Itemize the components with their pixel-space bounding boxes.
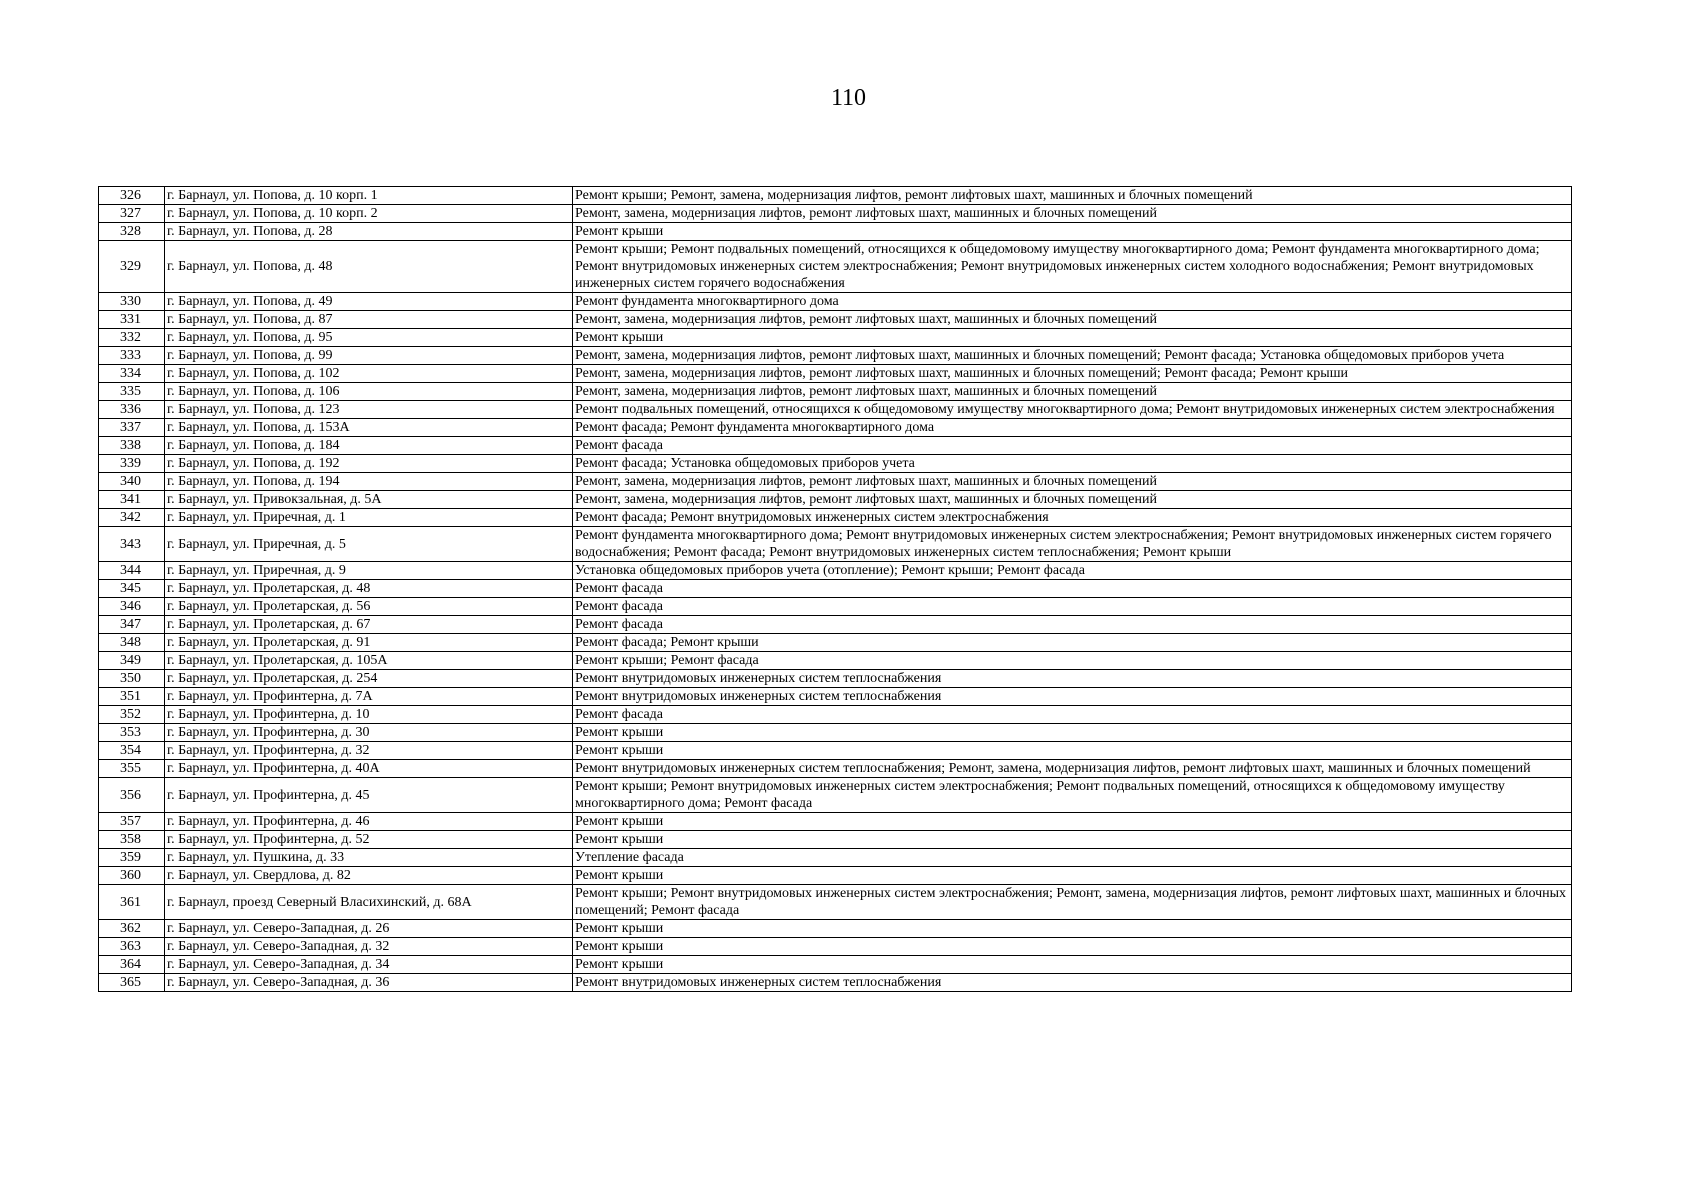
- works-cell: Ремонт крыши; Ремонт фасада: [573, 652, 1572, 670]
- row-number-cell: 327: [99, 205, 165, 223]
- works-cell: Ремонт крыши; Ремонт внутридомовых инженерных систем электроснабжения; Ремонт подвальных помещений, относящихся к общедомовому имуществу многоквартирного дома; Ремонт фасада: [573, 778, 1572, 813]
- address-cell: г. Барнаул, ул. Приречная, д. 5: [165, 527, 573, 562]
- row-number-cell: 364: [99, 956, 165, 974]
- address-cell: г. Барнаул, ул. Профинтерна, д. 32: [165, 742, 573, 760]
- works-cell: Ремонт, замена, модернизация лифтов, ремонт лифтовых шахт, машинных и блочных помещений; Ремонт фасада; Ремонт крыши: [573, 365, 1572, 383]
- row-number-cell: 361: [99, 885, 165, 920]
- works-cell: Ремонт фундамента многоквартирного дома; Ремонт внутридомовых инженерных систем электроснабжения; Ремонт внутридомовых инженерных систем горячего водоснабжения; Ремонт фасада; Ремонт внутридомовых инженерных систем теплоснабжения; Ремонт крыши: [573, 527, 1572, 562]
- address-cell: г. Барнаул, ул. Пролетарская, д. 254: [165, 670, 573, 688]
- table-row: [99, 813, 1572, 831]
- table-row: [99, 365, 1572, 383]
- row-number-cell: 331: [99, 311, 165, 329]
- address-cell: г. Барнаул, ул. Северо-Западная, д. 36: [165, 974, 573, 992]
- works-cell: Ремонт фасада: [573, 580, 1572, 598]
- works-cell: Ремонт крыши: [573, 956, 1572, 974]
- row-number-cell: 339: [99, 455, 165, 473]
- address-cell: г. Барнаул, ул. Попова, д. 102: [165, 365, 573, 383]
- address-cell: г. Барнаул, ул. Пролетарская, д. 48: [165, 580, 573, 598]
- table-row: [99, 401, 1572, 419]
- row-number-cell: 359: [99, 849, 165, 867]
- address-cell: г. Барнаул, ул. Профинтерна, д. 46: [165, 813, 573, 831]
- works-cell: Ремонт крыши: [573, 867, 1572, 885]
- table-row: [99, 831, 1572, 849]
- row-number-cell: 343: [99, 527, 165, 562]
- works-cell: Ремонт фасада; Ремонт внутридомовых инженерных систем электроснабжения: [573, 509, 1572, 527]
- table-row: [99, 223, 1572, 241]
- row-number-cell: 342: [99, 509, 165, 527]
- works-cell: Ремонт крыши: [573, 831, 1572, 849]
- row-number-cell: 351: [99, 688, 165, 706]
- table-row: [99, 974, 1572, 992]
- address-cell: г. Барнаул, ул. Попова, д. 49: [165, 293, 573, 311]
- address-cell: г. Барнаул, ул. Пролетарская, д. 67: [165, 616, 573, 634]
- address-cell: г. Барнаул, ул. Пролетарская, д. 91: [165, 634, 573, 652]
- address-cell: г. Барнаул, ул. Попова, д. 95: [165, 329, 573, 347]
- address-cell: г. Барнаул, ул. Попова, д. 192: [165, 455, 573, 473]
- table-row: [99, 778, 1572, 813]
- row-number-cell: 346: [99, 598, 165, 616]
- address-cell: г. Барнаул, ул. Попова, д. 184: [165, 437, 573, 455]
- address-cell: г. Барнаул, проезд Северный Власихинский, д. 68А: [165, 885, 573, 920]
- row-number-cell: 335: [99, 383, 165, 401]
- address-cell: г. Барнаул, ул. Попова, д. 106: [165, 383, 573, 401]
- row-number-cell: 338: [99, 437, 165, 455]
- address-cell: г. Барнаул, ул. Попова, д. 123: [165, 401, 573, 419]
- table-row: [99, 885, 1572, 920]
- row-number-cell: 348: [99, 634, 165, 652]
- works-cell: Утепление фасада: [573, 849, 1572, 867]
- row-number-cell: 344: [99, 562, 165, 580]
- works-cell: Ремонт крыши: [573, 329, 1572, 347]
- address-cell: г. Барнаул, ул. Профинтерна, д. 45: [165, 778, 573, 813]
- table-row: [99, 580, 1572, 598]
- works-cell: Ремонт, замена, модернизация лифтов, ремонт лифтовых шахт, машинных и блочных помещений: [573, 311, 1572, 329]
- table-row: [99, 293, 1572, 311]
- address-cell: г. Барнаул, ул. Попова, д. 48: [165, 241, 573, 293]
- works-cell: Ремонт, замена, модернизация лифтов, ремонт лифтовых шахт, машинных и блочных помещений: [573, 491, 1572, 509]
- works-cell: Ремонт фундамента многоквартирного дома: [573, 293, 1572, 311]
- address-cell: г. Барнаул, ул. Профинтерна, д. 10: [165, 706, 573, 724]
- row-number-cell: 345: [99, 580, 165, 598]
- works-cell: Ремонт фасада; Установка общедомовых приборов учета: [573, 455, 1572, 473]
- table-row: [99, 527, 1572, 562]
- address-cell: г. Барнаул, ул. Северо-Западная, д. 32: [165, 938, 573, 956]
- table-row: [99, 329, 1572, 347]
- table-row: [99, 652, 1572, 670]
- works-cell: Установка общедомовых приборов учета (отопление); Ремонт крыши; Ремонт фасада: [573, 562, 1572, 580]
- works-cell: Ремонт фасада: [573, 706, 1572, 724]
- works-cell: Ремонт крыши: [573, 920, 1572, 938]
- row-number-cell: 355: [99, 760, 165, 778]
- address-cell: г. Барнаул, ул. Пушкина, д. 33: [165, 849, 573, 867]
- row-number-cell: 356: [99, 778, 165, 813]
- table-row: [99, 383, 1572, 401]
- address-cell: г. Барнаул, ул. Попова, д. 99: [165, 347, 573, 365]
- works-cell: Ремонт, замена, модернизация лифтов, ремонт лифтовых шахт, машинных и блочных помещений: [573, 473, 1572, 491]
- row-number-cell: 362: [99, 920, 165, 938]
- works-cell: Ремонт фасада: [573, 598, 1572, 616]
- table-row: [99, 509, 1572, 527]
- row-number-cell: 336: [99, 401, 165, 419]
- row-number-cell: 357: [99, 813, 165, 831]
- works-cell: Ремонт внутридомовых инженерных систем теплоснабжения: [573, 688, 1572, 706]
- address-cell: г. Барнаул, ул. Профинтерна, д. 7А: [165, 688, 573, 706]
- row-number-cell: 347: [99, 616, 165, 634]
- address-cell: г. Барнаул, ул. Попова, д. 10 корп. 1: [165, 187, 573, 205]
- address-cell: г. Барнаул, ул. Профинтерна, д. 52: [165, 831, 573, 849]
- row-number-cell: 352: [99, 706, 165, 724]
- works-cell: Ремонт фасада; Ремонт крыши: [573, 634, 1572, 652]
- works-cell: Ремонт, замена, модернизация лифтов, ремонт лифтовых шахт, машинных и блочных помещений; Ремонт фасада; Установка общедомовых приборов учета: [573, 347, 1572, 365]
- row-number-cell: 358: [99, 831, 165, 849]
- table-row: [99, 562, 1572, 580]
- row-number-cell: 341: [99, 491, 165, 509]
- row-number-cell: 354: [99, 742, 165, 760]
- table-row: [99, 491, 1572, 509]
- row-number-cell: 334: [99, 365, 165, 383]
- table-row: [99, 437, 1572, 455]
- works-cell: Ремонт фасада; Ремонт фундамента многоквартирного дома: [573, 419, 1572, 437]
- row-number-cell: 329: [99, 241, 165, 293]
- table-row: [99, 938, 1572, 956]
- works-cell: Ремонт крыши; Ремонт внутридомовых инженерных систем электроснабжения; Ремонт, замена, модернизация лифтов, ремонт лифтовых шахт, машинных и блочных помещений; Ремонт фасада: [573, 885, 1572, 920]
- table-row: [99, 455, 1572, 473]
- address-cell: г. Барнаул, ул. Пролетарская, д. 56: [165, 598, 573, 616]
- works-cell: Ремонт крыши: [573, 813, 1572, 831]
- table-row: [99, 616, 1572, 634]
- address-cell: г. Барнаул, ул. Попова, д. 194: [165, 473, 573, 491]
- address-cell: г. Барнаул, ул. Попова, д. 153А: [165, 419, 573, 437]
- table-row: [99, 706, 1572, 724]
- works-cell: Ремонт внутридомовых инженерных систем теплоснабжения; Ремонт, замена, модернизация лифтов, ремонт лифтовых шахт, машинных и блочных помещений: [573, 760, 1572, 778]
- row-number-cell: 337: [99, 419, 165, 437]
- address-cell: г. Барнаул, ул. Приречная, д. 1: [165, 509, 573, 527]
- table-row: [99, 742, 1572, 760]
- row-number-cell: 333: [99, 347, 165, 365]
- works-cell: Ремонт крыши: [573, 742, 1572, 760]
- table-row: [99, 473, 1572, 491]
- address-cell: г. Барнаул, ул. Профинтерна, д. 30: [165, 724, 573, 742]
- table-row: [99, 205, 1572, 223]
- address-cell: г. Барнаул, ул. Привокзальная, д. 5А: [165, 491, 573, 509]
- table-row: [99, 867, 1572, 885]
- table-row: [99, 241, 1572, 293]
- works-cell: Ремонт крыши: [573, 223, 1572, 241]
- works-cell: Ремонт крыши; Ремонт подвальных помещений, относящихся к общедомовому имуществу многоквартирного дома; Ремонт фундамента многоквартирного дома; Ремонт внутридомовых инженерных систем электроснабжения; Ремонт внутридомовых инженерных систем холодного водоснабжения; Ремонт внутридомовых инженерных систем горячего водоснабжения: [573, 241, 1572, 293]
- table-row: [99, 311, 1572, 329]
- address-cell: г. Барнаул, ул. Попова, д. 10 корп. 2: [165, 205, 573, 223]
- works-cell: Ремонт фасада: [573, 437, 1572, 455]
- table-row: [99, 670, 1572, 688]
- works-cell: Ремонт подвальных помещений, относящихся к общедомовому имуществу многоквартирного дома; Ремонт внутридомовых инженерных систем электроснабжения: [573, 401, 1572, 419]
- table-row: [99, 688, 1572, 706]
- table-row: [99, 598, 1572, 616]
- row-number-cell: 349: [99, 652, 165, 670]
- works-cell: Ремонт крыши: [573, 938, 1572, 956]
- table-row: [99, 634, 1572, 652]
- table-row: [99, 187, 1572, 205]
- table-row: [99, 760, 1572, 778]
- row-number-cell: 353: [99, 724, 165, 742]
- row-number-cell: 328: [99, 223, 165, 241]
- works-cell: Ремонт внутридомовых инженерных систем теплоснабжения: [573, 974, 1572, 992]
- address-cell: г. Барнаул, ул. Попова, д. 28: [165, 223, 573, 241]
- address-cell: г. Барнаул, ул. Свердлова, д. 82: [165, 867, 573, 885]
- address-cell: г. Барнаул, ул. Северо-Западная, д. 34: [165, 956, 573, 974]
- row-number-cell: 326: [99, 187, 165, 205]
- row-number-cell: 363: [99, 938, 165, 956]
- address-cell: г. Барнаул, ул. Попова, д. 87: [165, 311, 573, 329]
- address-cell: г. Барнаул, ул. Северо-Западная, д. 26: [165, 920, 573, 938]
- works-cell: Ремонт внутридомовых инженерных систем теплоснабжения: [573, 670, 1572, 688]
- works-cell: Ремонт, замена, модернизация лифтов, ремонт лифтовых шахт, машинных и блочных помещений: [573, 205, 1572, 223]
- row-number-cell: 330: [99, 293, 165, 311]
- page-number: 110: [830, 85, 867, 111]
- address-cell: г. Барнаул, ул. Профинтерна, д. 40А: [165, 760, 573, 778]
- table-row: [99, 956, 1572, 974]
- row-number-cell: 360: [99, 867, 165, 885]
- works-cell: Ремонт крыши: [573, 724, 1572, 742]
- works-cell: Ремонт, замена, модернизация лифтов, ремонт лифтовых шахт, машинных и блочных помещений: [573, 383, 1572, 401]
- row-number-cell: 340: [99, 473, 165, 491]
- register-table: [98, 186, 1572, 992]
- works-cell: Ремонт крыши; Ремонт, замена, модернизация лифтов, ремонт лифтовых шахт, машинных и блочных помещений: [573, 187, 1572, 205]
- row-number-cell: 332: [99, 329, 165, 347]
- table-row: [99, 849, 1572, 867]
- table-row: [99, 347, 1572, 365]
- address-cell: г. Барнаул, ул. Приречная, д. 9: [165, 562, 573, 580]
- address-cell: г. Барнаул, ул. Пролетарская, д. 105А: [165, 652, 573, 670]
- register-body: [99, 187, 1572, 992]
- works-cell: Ремонт фасада: [573, 616, 1572, 634]
- table-row: [99, 920, 1572, 938]
- row-number-cell: 365: [99, 974, 165, 992]
- row-number-cell: 350: [99, 670, 165, 688]
- table-row: [99, 419, 1572, 437]
- table-row: [99, 724, 1572, 742]
